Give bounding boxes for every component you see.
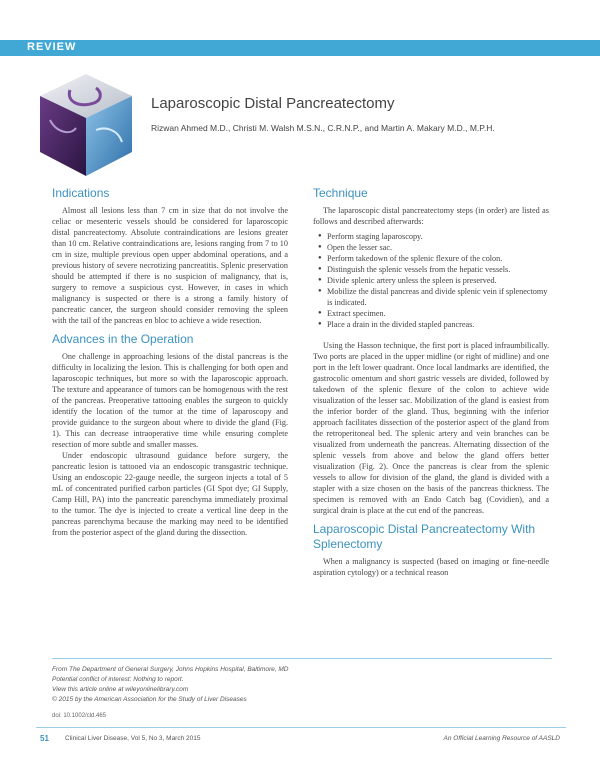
list-item: ● Perform staging laparoscopy. <box>321 231 549 242</box>
footnote-copyright: © 2015 by the American Association for the Study of Liver Diseases <box>52 696 247 703</box>
footnote-online: View this article online at wileyonlinelibrary.com <box>52 686 189 693</box>
journal-citation: Clinical Liver Disease, Vol 5, No 3, March 2015 <box>65 735 201 742</box>
splenectomy-paragraph: When a malignancy is suspected (based on imaging or fine-needle aspiration cytology) or a technical reason <box>313 557 549 577</box>
article-authors: Rizwan Ahmed M.D., Christi M. Walsh M.S.N., C.R.N.P., and Martin A. Makary M.D., M.P.H. <box>151 123 495 133</box>
technique-intro: The laparoscopic distal pancreatectomy steps (in order) are listed as follows and described afterwards: <box>313 206 549 226</box>
publisher-resource: An Official Learning Resource of AASLD <box>443 735 560 742</box>
section-heading-splenectomy: Laparoscopic Distal Pancreatectomy With Splenectomy <box>313 522 536 551</box>
advances-paragraph-1: One challenge in approaching lesions of the distal pancreas is the difficulty in localizing the lesion. This is challenging for both open and laparoscopic techniques, but more so with the laparoscopic approach. The texture and appearance of tumors can be homogenous with the rest of the pancreas. Preoperative tattooing enables the surgeon to quickly identify the location of the tumor at the time of laparoscopy and provide guidance to the surgeon about where to divide the gland (Fig. 1). This can decrease intraoperative time while ensuring complete resection of more subtle and smaller masses. <box>52 352 288 449</box>
technique-paragraph: Using the Hasson technique, the first port is placed infraumbilically. Two ports are placed in the upper midline (or right of midline) and one port in the left lower quadrant. Once local landmarks are identified, the gastrocolic omentum and short gastric vessels are divided, followed by takedown of the splenic flexure of the colon to achieve wide visualization of the lesser sac. Mobilization of the gland is easiest from the inferior border of the gland. Thus, beginning with the inferior approach facilitates dissection of the posterior aspect of the gland from the retroperitoneal bed. The splenic artery and vein branches can be visualized from underneath the pancreas. Alternating dissection of the splenic vessels from above and below the gland offers better visualization (Fig. 2). Once the pancreas is clear from the splenic vessels to allow for division of the gland, the gland is divided with a stapler with a size chosen on the basis of the pancreas thickness. The specimen is removed with an Endo Catch bag (Covidien), and a surgical drain is place at the cut end of the pancreas. <box>313 341 549 515</box>
footnote-conflict: Potential conflict of interest: Nothing to report. <box>52 676 184 683</box>
footnote <box>52 658 552 705</box>
footer-divider <box>36 727 566 728</box>
section-heading-indications: Indications <box>52 186 110 200</box>
page-number: 51 <box>40 734 49 743</box>
footnote-affiliation: From The Department of General Surgery, Johns Hopkins Hospital, Baltimore, MD <box>52 666 289 673</box>
doi-text: doi: 10.1002/cld.465 <box>52 713 107 719</box>
section-heading-technique: Technique <box>313 186 368 200</box>
right-column <box>313 186 549 578</box>
list-item: ● Place a drain in the divided stapled pancreas. <box>321 319 549 330</box>
article-title: Laparoscopic Distal Pancreatectomy <box>151 95 395 112</box>
advances-paragraph-2: Under endoscopic ultrasound guidance before surgery, the pancreatic lesion is tattooed via an endoscopic transgastric technique. Using an endoscopic 22-gauge needle, the surgeon injects a total of 5 mL of concentrated purified carbon particles (GI Spot dye; GI Supply, Camp Hill, PA) into the pancreatic parenchyma immediately proximal to the tumor. The dye is injected to create a vertical line deep in the pancreas parenchyma because the marking may need to be identified from the posterior aspect of the gland during the dissection. <box>52 451 288 537</box>
list-item: ● Open the lesser sac. <box>321 242 549 253</box>
list-item: ● Mobilize the distal pancreas and divide splenic vein if splenectomy is indicated. <box>321 286 549 308</box>
journal-cube-logo <box>36 70 136 180</box>
review-banner <box>0 40 600 56</box>
list-item: ● Divide splenic artery unless the spleen is preserved. <box>321 275 549 286</box>
left-column <box>52 186 288 538</box>
list-item: ● Extract specimen. <box>321 308 549 319</box>
technique-steps-list <box>313 231 549 330</box>
list-item: ● Distinguish the splenic vessels from the hepatic vessels. <box>321 264 549 275</box>
banner-label: REVIEW <box>27 41 77 53</box>
section-heading-advances: Advances in the Operation <box>52 332 194 346</box>
indications-paragraph: Almost all lesions less than 7 cm in size that do not involve the celiac or mesenteric vessels should be considered for laparoscopic distal pancreatectomy. Absolute contraindications are lesions greater than 10 cm. Relative contraindications are, lesions ranging from 7 to 10 cm in size, multiple previous open upper abdominal operations, and a previous history of severe necrotizing pancreatitis. Splenic preservation should be attempted if there is no suspicion of malignancy, that is, surgery to remove a suspicious cyst. However, in cases in which malignancy is suspected or there is a strong a family history of pancreatic cancer, the surgeon should consider removing the spleen with the tail of the pancreas en bloc to achieve a wide resection. <box>52 206 288 325</box>
list-item: ● Perform takedown of the splenic flexure of the colon. <box>321 253 549 264</box>
